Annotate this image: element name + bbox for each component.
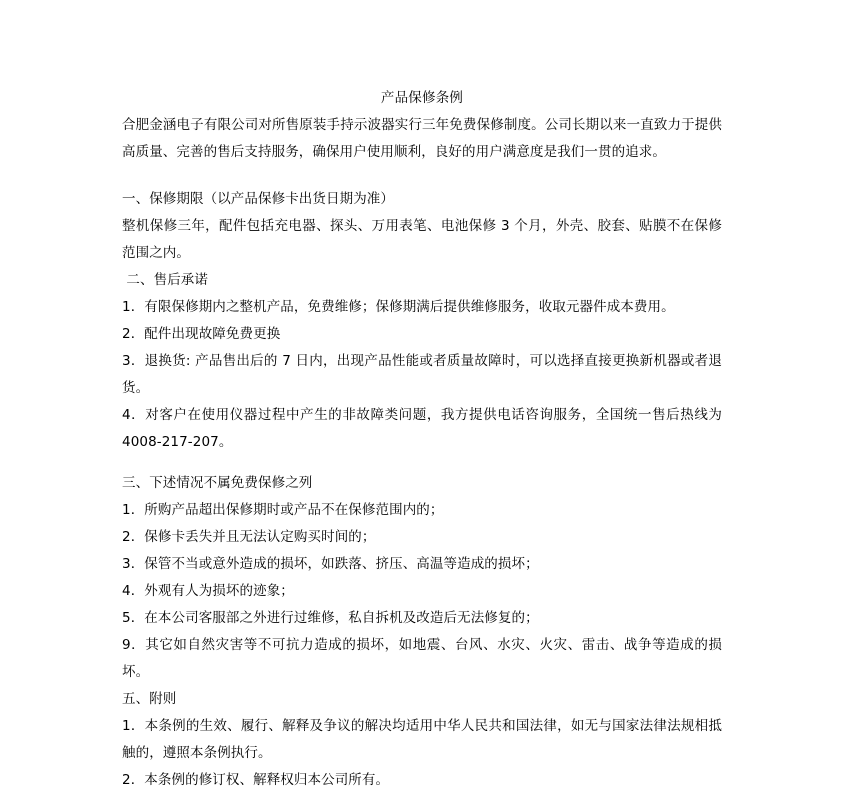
section-heading: 五、附则	[122, 691, 177, 707]
section-heading: 二、售后承诺	[122, 272, 209, 288]
section-line: 4．对客户在使用仪器过程中产生的非故障类问题，我方提供电话咨询服务，全国统一售后热线为4008-217-207。	[122, 407, 722, 450]
section-heading: 三、下述情况不属免费保修之列	[122, 475, 313, 491]
section-line: 3．保管不当或意外造成的损坏，如跌落、挤压、高温等造成的损坏；	[122, 556, 539, 572]
section-line: 2．保修卡丢失并且无法认定购买时间的；	[122, 529, 376, 545]
spacer	[122, 456, 722, 470]
section-line: 2．配件出现故障免费更换	[122, 326, 281, 342]
section-supplementary	[122, 686, 722, 794]
section-line: 整机保修三年，配件包括充电器、探头、万用表笔、电池保修 3 个月，外壳、胶套、贴膜不在保修范围之内。	[122, 218, 722, 261]
section-exclusions	[122, 470, 722, 686]
section-line: 2．本条例的修订权、解释权归本公司所有。	[122, 772, 390, 788]
section-line: 1．有限保修期内之整机产品，免费维修；保修期满后提供维修服务，收取元器件成本费用。	[122, 299, 675, 315]
section-line: 9．其它如自然灾害等不可抗力造成的损坏，如地震、台风、水灾、火灾、雷击、战争等造成的损坏。	[122, 637, 722, 680]
page-title: 产品保修条例	[380, 90, 464, 106]
spacer	[122, 166, 722, 186]
section-line: 4．外观有人为损坏的迹象；	[122, 583, 294, 599]
section-line: 1．本条例的生效、履行、解释及争议的解决均适用中华人民共和国法律，如无与国家法律法规相抵触的，遵照本条例执行。	[122, 718, 722, 761]
section-line: 3．退换货: 产品售出后的 7 日内，出现产品性能或者质量故障时，可以选择直接更换新机器或者退货。	[122, 353, 722, 396]
section-line: 1．所购产品超出保修期时或产品不在保修范围内的；	[122, 502, 444, 518]
section-line: 5．在本公司客服部之外进行过维修，私自拆机及改造后无法修复的；	[122, 610, 539, 626]
section-heading: 一、保修期限（以产品保修卡出货日期为准）	[122, 191, 394, 207]
section-after-sales-promise	[122, 267, 722, 456]
section-warranty-period	[122, 186, 722, 267]
intro-paragraph: 合肥金涵电子有限公司对所售原装手持示波器实行三年免费保修制度。公司长期以来一直致力于提供高质量、完善的售后支持服务，确保用户使用顺利，良好的用户满意度是我们一贯的追求。	[122, 117, 722, 160]
